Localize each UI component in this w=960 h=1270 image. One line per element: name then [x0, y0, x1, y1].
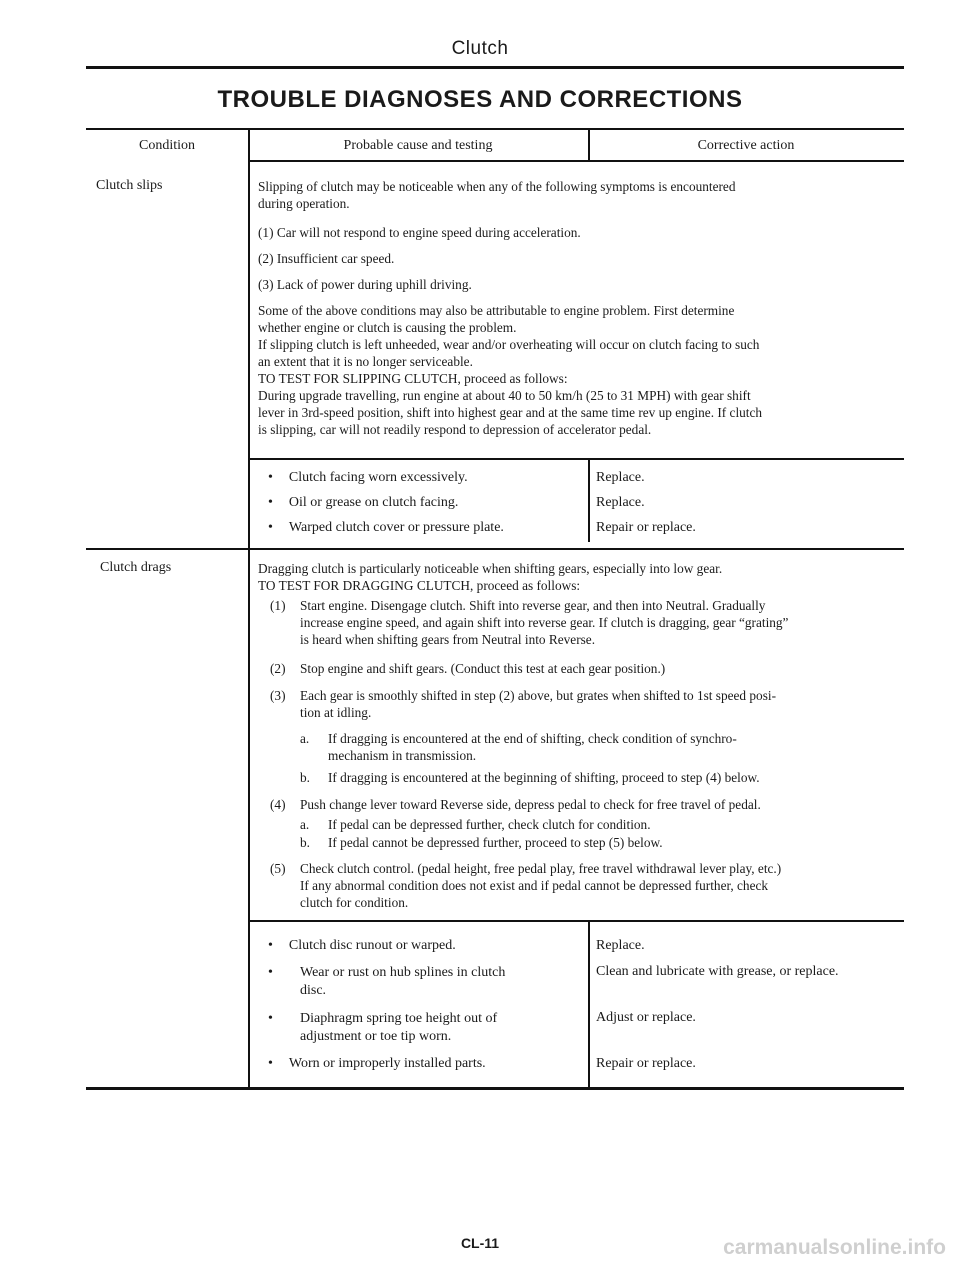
- slips-causes-divider: [588, 458, 590, 542]
- bullet-icon: •: [268, 1011, 273, 1026]
- bullet-icon: •: [268, 495, 273, 510]
- drags-step-2: (2) Stop engine and shift gears. (Conduct this test at each gear position.): [270, 661, 666, 676]
- header-rule: [86, 66, 904, 69]
- slips-notes: Some of the above conditions may also be attributable to engine problem. First determine whether engine or clutch is causing the problem. If slipping clutch is left unheeded, wear and/or overheating will occur on clutch facing to such an extent that it is no longer serviceable. TO TEST FOR SLIPPING CLUTCH, proceed as follows: During upgrade travelling, run engine at about 40 to 50 km/h (25 to 31 MPH) with gear shift lever in 3rd-speed position, shift into highest gear and at the same time rev up engine. If clutch is slipping, car will not readily respond to depression of accelerator pedal.: [258, 303, 763, 437]
- bullet-icon: •: [268, 965, 273, 980]
- list-item: • Clutch disc runout or warped.: [268, 938, 456, 953]
- slips-symptom-2: (2) Insufficient car speed.: [258, 251, 395, 266]
- header-bottom-rule: [248, 160, 904, 162]
- drags-step-4b: b. If pedal cannot be depressed further, proceed to step (5) below.: [300, 835, 663, 850]
- action-replace: Replace.: [596, 938, 645, 953]
- watermark: carmanualsonline.info: [723, 1236, 946, 1259]
- drags-step-3a: a. If dragging is encountered at the end of shifting, check condition of synchro- mechanism in transmission.: [300, 731, 737, 763]
- column-divider-left: [248, 128, 250, 1088]
- slips-symptom-3: (3) Lack of power during uphill driving.: [258, 277, 472, 292]
- action-clean-lubricate: Clean and lubricate with grease, or replace.: [596, 964, 839, 979]
- action-adjust-or-replace: Adjust or replace.: [596, 1010, 696, 1025]
- page-number: CL-11: [460, 1235, 500, 1251]
- section-header: Clutch: [451, 38, 509, 59]
- action-replace: Replace.: [596, 495, 645, 510]
- list-item: • Warped clutch cover or pressure plate.: [268, 520, 504, 535]
- action-repair-or-replace: Repair or replace.: [596, 1056, 696, 1071]
- action-replace: Replace.: [596, 470, 645, 485]
- table-bottom-rule: [86, 1087, 904, 1090]
- drags-causes-divider: [588, 920, 590, 1088]
- drags-step-5: (5) Check clutch control. (pedal height, free pedal play, free travel withdrawal lever play, etc.) If any abnormal condition does not exist and if pedal cannot be depressed further, check clutch for condition.: [270, 861, 782, 910]
- condition-clutch-drags: Clutch drags: [100, 560, 172, 575]
- action-repair-or-replace: Repair or replace.: [596, 520, 696, 535]
- header-condition: Condition: [138, 138, 195, 153]
- bullet-icon: •: [268, 1056, 273, 1071]
- list-item: • Wear or rust on hub splines in clutch disc.: [268, 965, 506, 998]
- drags-intro: Dragging clutch is particularly noticeable when shifting gears, especially into low gear. TO TEST FOR DRAGGING CLUTCH, proceed as follows:: [258, 561, 723, 593]
- header-probable-cause: Probable cause and testing: [343, 138, 493, 153]
- page-title: TROUBLE DIAGNOSES AND CORRECTIONS: [217, 86, 743, 113]
- list-item: • Diaphragm spring toe height out of adjustment or toe tip worn.: [268, 1011, 498, 1044]
- bullet-icon: •: [268, 470, 273, 485]
- slips-symptom-1: (1) Car will not respond to engine speed during acceleration.: [258, 225, 581, 240]
- condition-clutch-slips: Clutch slips: [96, 178, 163, 193]
- drags-step-3b: b. If dragging is encountered at the beginning of shifting, proceed to step (4) below.: [300, 770, 760, 785]
- list-item: • Clutch facing worn excessively.: [268, 470, 468, 485]
- slips-causes-top-rule: [248, 458, 904, 460]
- list-item: • Worn or improperly installed parts.: [268, 1056, 486, 1071]
- table-top-rule: [86, 128, 904, 130]
- list-item: • Oil or grease on clutch facing.: [268, 495, 459, 510]
- drags-step-1: (1) Start engine. Disengage clutch. Shift into reverse gear, and then into Neutral. Gradually increase engine speed, and again shift into reverse gear. If clutch is dragging, gear “grating” is heard when shifting gears from Neutral into Reverse.: [270, 598, 789, 647]
- drags-step-3: (3) Each gear is smoothly shifted in step (2) above, but grates when shifted to 1st speed posi- tion at idling.: [270, 688, 776, 720]
- header-corrective-action: Corrective action: [697, 138, 795, 153]
- drags-step-4: (4) Push change lever toward Reverse side, depress pedal to check for free travel of pedal.: [270, 797, 761, 812]
- bullet-icon: •: [268, 938, 273, 953]
- drags-causes-top-rule: [248, 920, 904, 922]
- bullet-icon: •: [268, 520, 273, 535]
- drags-step-4a: a. If pedal can be depressed further, check clutch for condition.: [300, 817, 651, 832]
- slips-intro: Slipping of clutch may be noticeable when any of the following symptoms is encountered during operation.: [258, 179, 736, 211]
- row-divider-slips: [86, 548, 904, 550]
